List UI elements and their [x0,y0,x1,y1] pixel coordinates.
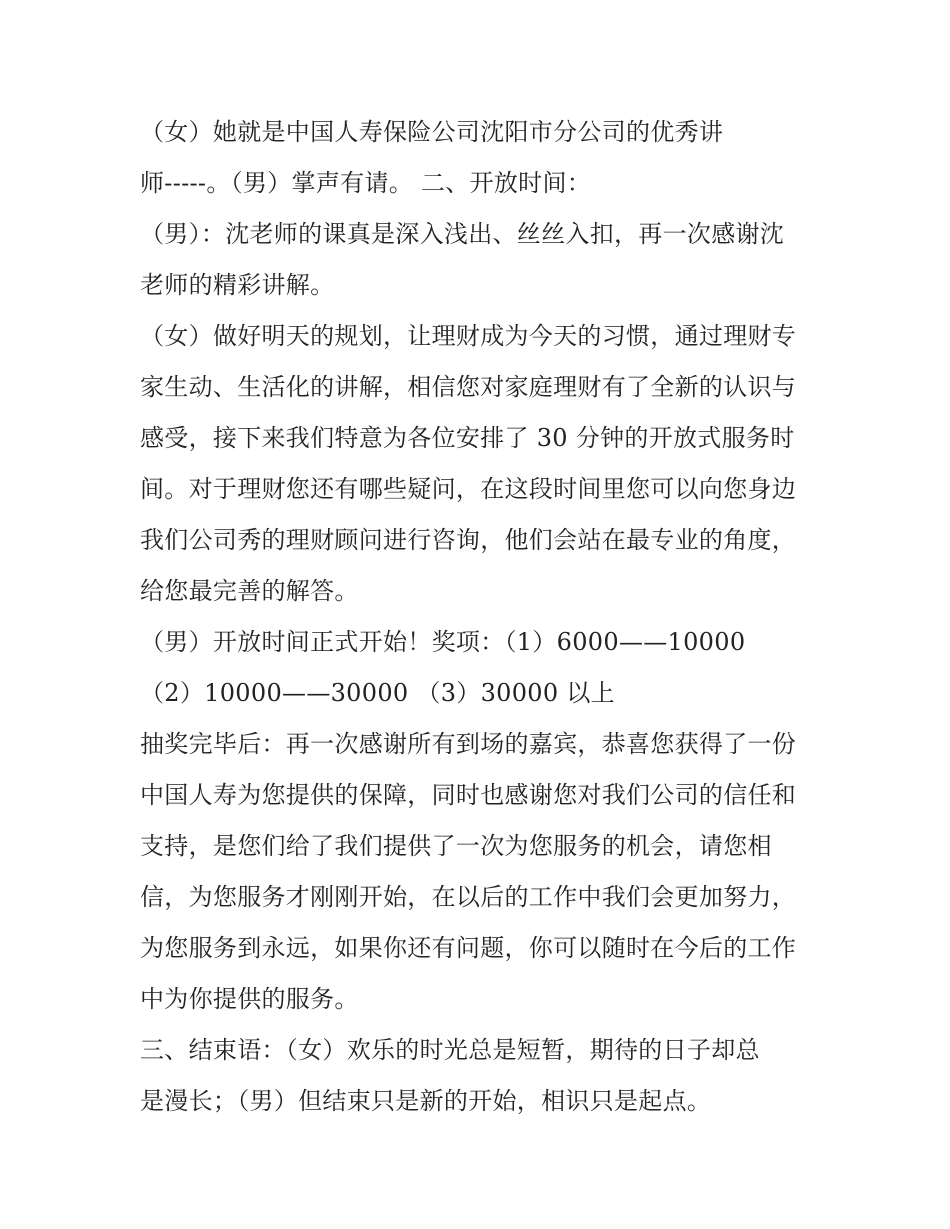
text-line: 家生动、生活化的讲解，相信您对家庭理财有了全新的认识与 [140,373,797,401]
text-line: 抽奖完毕后：再一次感谢所有到场的嘉宾，恭喜您获得了一份 [140,730,797,758]
text-line: 给您最完善的解答。 [140,577,359,605]
text-line: 信，为您服务才刚刚开始，在以后的工作中我们会更加努力， [140,883,797,911]
text-line: 我们公司秀的理财顾问进行咨询，他们会站在最专业的角度， [140,526,797,554]
text-line: 老师的精彩讲解。 [140,271,335,299]
text-line: （2）10000——30000 （3）30000 以上 [140,679,615,707]
text-line: 是漫长；（男）但结束只是新的开始，相识只是起点。 [140,1087,712,1115]
text-line: 中国人寿为您提供的保障，同时也感谢您对我们公司的信任和 [140,781,797,809]
text-line: （女）她就是中国人寿保险公司沈阳市分公司的优秀讲 [140,118,724,146]
text-line: （男）：沈老师的课真是深入浅出、丝丝入扣，再一次感谢沈 [140,220,785,248]
text-line: 为您服务到永远，如果你还有问题，你可以随时在今后的工作 [140,934,797,962]
text-line: 间。对于理财您还有哪些疑问，在这段时间里您可以向您身边 [140,475,797,503]
text-line: 师-----。（男）掌声有请。 二、开放时间： [140,169,592,197]
text-line: 三、结束语：（女）欢乐的时光总是短暂，期待的日子却总 [140,1036,760,1064]
text-line: 感受，接下来我们特意为各位安排了 30 分钟的开放式服务时 [140,424,795,452]
text-line: 支持，是您们给了我们提供了一次为您服务的机会，请您相 [140,832,772,860]
text-line: （男）开放时间正式开始！奖项：（1）6000——10000 [140,628,746,656]
document-body [140,107,820,1127]
text-line: （女）做好明天的规划，让理财成为今天的习惯，通过理财专 [140,322,797,350]
text-line: 中为你提供的服务。 [140,985,359,1013]
